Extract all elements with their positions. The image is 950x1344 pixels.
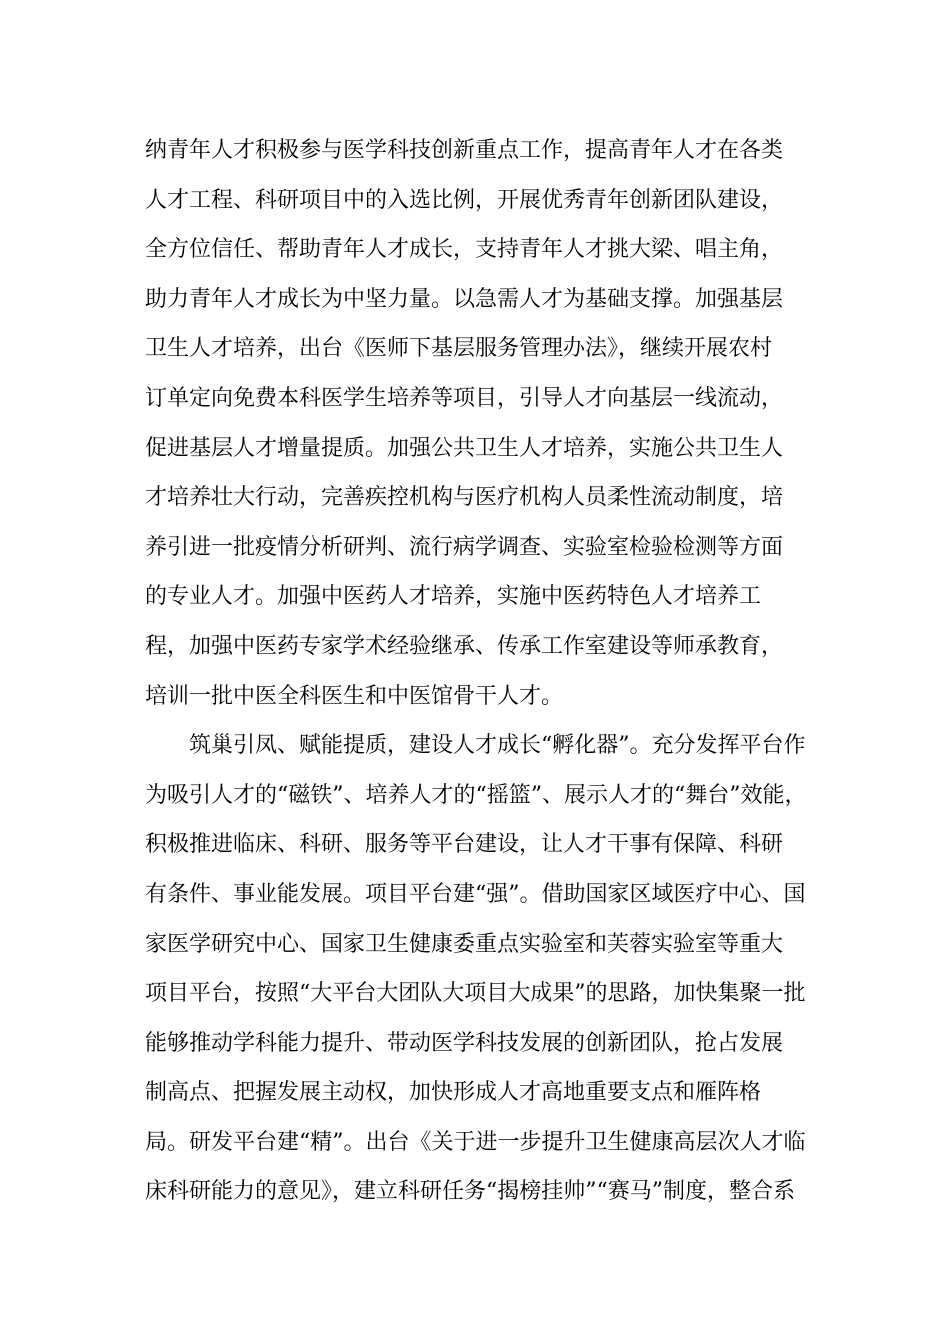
text-line: 培训一批中医全科医生和中医馆骨干人才。 <box>145 683 564 709</box>
text-line: 才培养壮大行动，完善疾控机构与医疗机构人员柔性流动制度，培 <box>145 485 784 511</box>
text-line: 人才工程、科研项目中的入选比例，开展优秀青年创新团队建设， <box>145 187 784 213</box>
paragraph-1 <box>145 126 810 721</box>
text-line: 促进基层人才增量提质。加强公共卫生人才培养，实施公共卫生人 <box>145 435 784 461</box>
text-line: 积极推进临床、科研、服务等平台建设，让人才干事有保障、科研 <box>145 832 784 858</box>
text-line: 全方位信任、帮助青年人才成长，支持青年人才挑大梁、唱主角， <box>145 237 784 263</box>
text-line: 有条件、事业能发展。项目平台建“强”。借助国家区域医疗中心、国 <box>145 881 806 907</box>
document-page <box>145 126 810 1217</box>
text-line: 纳青年人才积极参与医学科技创新重点工作，提高青年人才在各类 <box>145 138 784 163</box>
text-line: 床科研能力的意见》，建立科研任务“揭榜挂帅”“赛马”制度，整合系 <box>145 1179 795 1205</box>
text-line: 养引进一批疫情分析研判、流行病学调查、实验室检验检测等方面 <box>145 534 784 560</box>
text-line: 助力青年人才成长为中坚力量。以急需人才为基础支撑。加强基层 <box>145 286 784 312</box>
text-line: 程，加强中医药专家学术经验继承、传承工作室建设等师承教育， <box>145 633 784 659</box>
text-line: 筑巢引凤、赋能提质，建设人才成长“孵化器”。充分发挥平台作 <box>189 733 806 759</box>
text-line: 的专业人才。加强中医药人才培养，实施中医药特色人才培养工 <box>145 584 762 610</box>
text-line: 局。研发平台建“精”。出台《关于进一步提升卫生健康高层次人才临 <box>145 1129 806 1155</box>
text-line: 能够推动学科能力提升、带动医学科技发展的创新团队，抢占发展 <box>145 1030 784 1056</box>
text-line: 订单定向免费本科医学生培养等项目，引导人才向基层一线流动， <box>145 385 784 411</box>
text-line: 为吸引人才的“磁铁”、培养人才的“摇篮”、展示人才的“舞台”效能， <box>145 782 807 808</box>
text-line: 家医学研究中心、国家卫生健康委重点实验室和芙蓉实验室等重大 <box>145 931 784 957</box>
text-line: 项目平台，按照“大平台大团队大项目大成果”的思路，加快集聚一批 <box>145 981 806 1007</box>
text-line: 卫生人才培养，出台《医师下基层服务管理办法》，继续开展农村 <box>145 336 773 362</box>
paragraph-2 <box>145 721 810 1217</box>
text-line: 制高点、把握发展主动权，加快形成人才高地重要支点和雁阵格 <box>145 1080 762 1106</box>
